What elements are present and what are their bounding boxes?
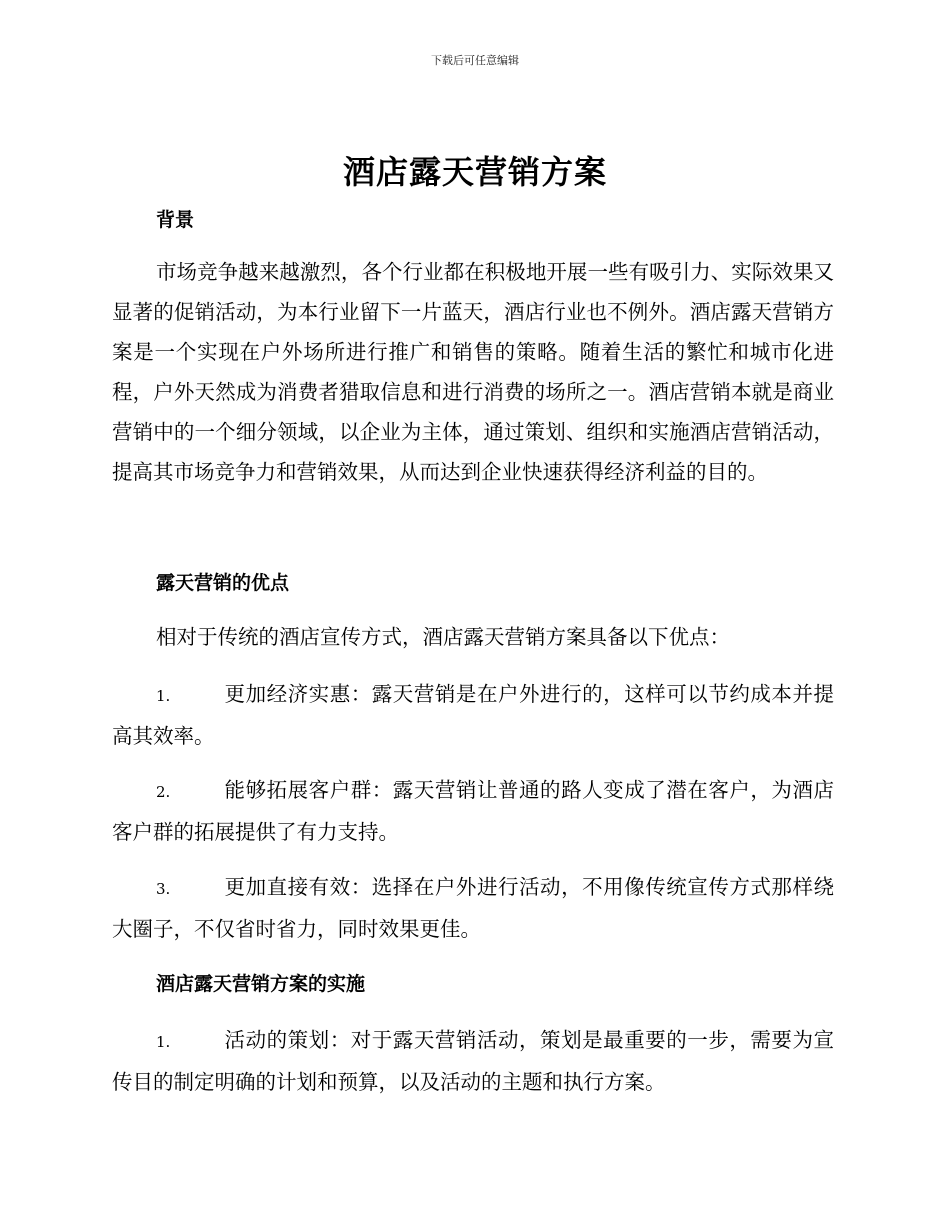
- background-paragraph-block: [112, 252, 834, 492]
- background-paragraph: 市场竞争越来越激烈，各个行业都在积极地开展一些有吸引力、实际效果又显著的促销活动，为本行业留下一片蓝天，酒店行业也不例外。酒店露天营销方案是一个实现在户外场所进行推广和销售的策略。随着生活的繁忙和城市化进程，户外天然成为消费者猎取信息和进行消费的场所之一。酒店营销本就是商业营销中的一个细分领域，以企业为主体，通过策划、组织和实施酒店营销活动，提高其市场竞争力和营销效果，从而达到企业快速获得经济利益的目的。: [112, 260, 834, 484]
- implementation-item-1: [112, 1020, 834, 1102]
- section-heading-implementation: 酒店露天营销方案的实施: [156, 973, 366, 995]
- list-number: 1.: [156, 1033, 171, 1051]
- list-item-text: 更加经济实惠：露天营销是在户外进行的，这样可以节约成本并提高其效率。: [112, 682, 834, 748]
- section-implementation-heading-block: [112, 964, 834, 1004]
- list-number: 2.: [156, 783, 171, 801]
- list-item-text: 能够拓展客户群：露天营销让普通的路人变成了潜在客户，为酒店客户群的拓展提供了有力支持。: [112, 778, 834, 844]
- section-heading-background: 背景: [156, 209, 195, 231]
- section-advantages-heading-block: [112, 563, 834, 603]
- list-item-text: 活动的策划：对于露天营销活动，策划是最重要的一步，需要为宣传目的制定明确的计划和预算，以及活动的主题和执行方案。: [112, 1028, 834, 1094]
- section-background-heading-block: [112, 200, 834, 240]
- advantages-intro-block: [112, 617, 834, 657]
- section-heading-advantages: 露天营销的优点: [156, 572, 290, 594]
- document-title: 酒店露天营销方案: [342, 153, 607, 191]
- advantage-item-2: [112, 770, 834, 852]
- advantage-item-3: [112, 867, 834, 949]
- list-number: 1.: [156, 687, 171, 705]
- advantages-intro: 相对于传统的酒店宣传方式，酒店露天营销方案具备以下优点：: [156, 625, 730, 649]
- advantage-item-1: [112, 674, 834, 756]
- list-number: 3.: [156, 880, 171, 898]
- header-note: 下载后可任意编辑: [431, 54, 519, 67]
- list-item-text: 更加直接有效：选择在户外进行活动，不用像传统宣传方式那样绕大圈子，不仅省时省力，同时效果更佳。: [112, 875, 834, 941]
